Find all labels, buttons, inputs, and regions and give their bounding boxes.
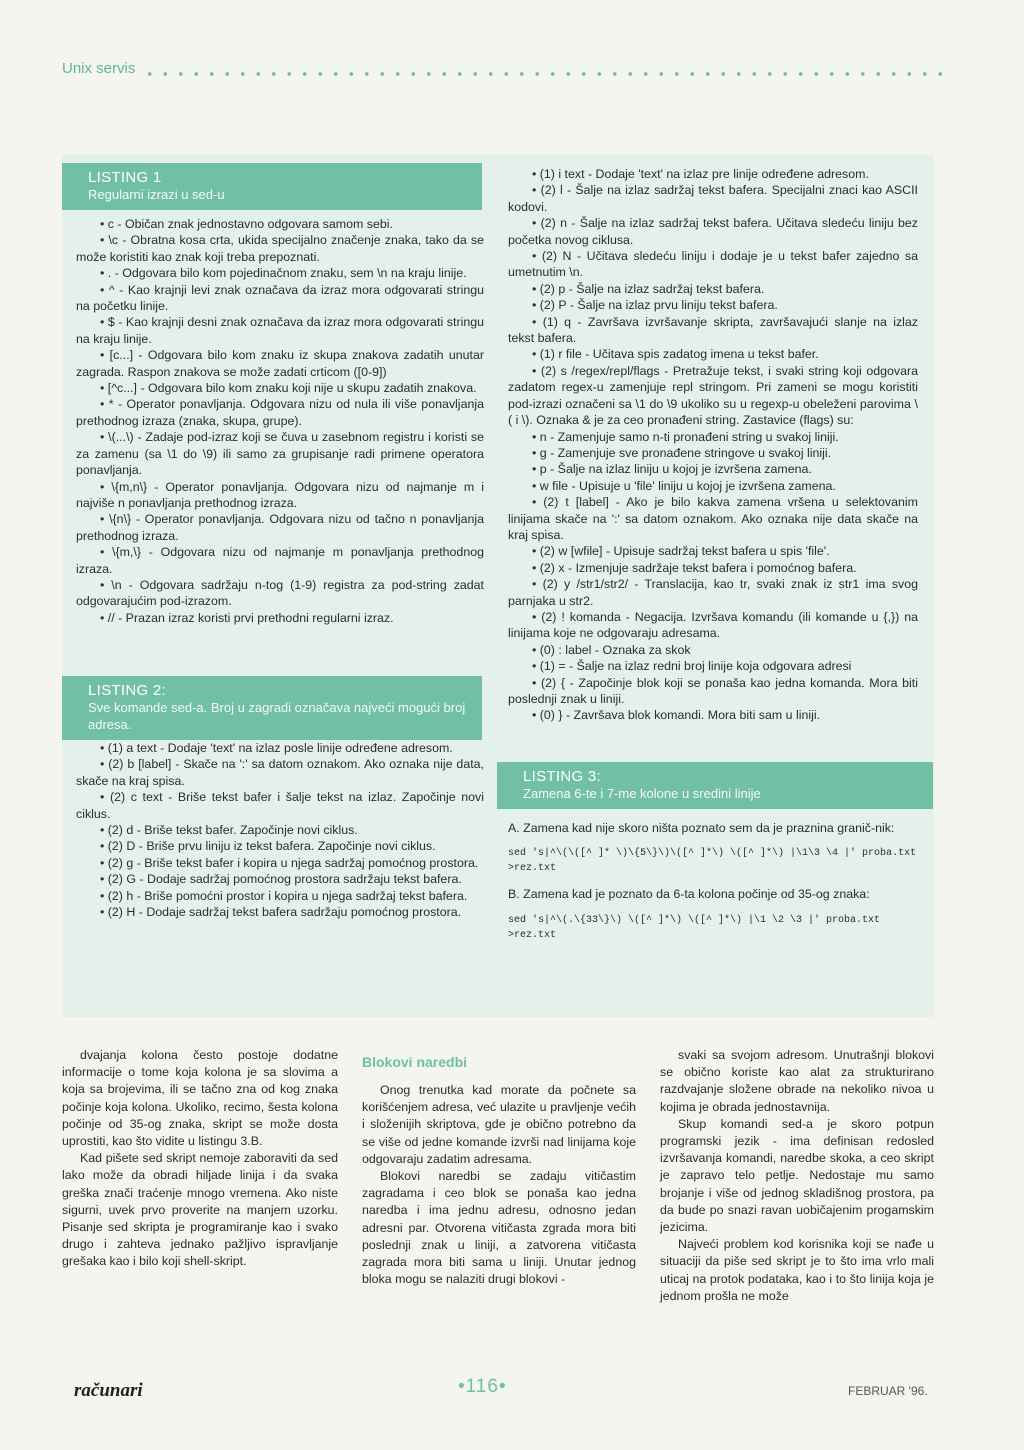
paragraph: svaki sa svojom adresom. Unutrašnji blokovi se obično koriste kao alat za strukturirano razdvajanje složene obrade na nekoliko nivoa u kojima je obrada jednostavnija. [660,1048,934,1114]
list-item: • (2) H - Dodaje sadržaj tekst bafera sadržaju pomoćnog prostora. [100,905,462,920]
paragraph: Onog trenutka kad morate da počnete sa korišćenjem adresa, već ulazite u pravljenje većih i složenijih skriptova, gde je obično potrebno da se više od jedne komande izvrši nad linijama koje odgovaraju zadatim adresama. [362,1083,636,1166]
list-item: • (2) n - Šalje na izlaz sadržaj tekst bafera. Učitava sledeću liniju bez početka novog ciklusa. [508,216,918,247]
list-item: • ^ - Kao krajnji levi znak označava da izraz mora odgovarati stringu na početku linije. [76,282,484,314]
section-title: Unix servis [62,60,136,77]
list-item: • (2) g - Briše tekst bafer i kopira u njega sadržaj pomoćnog prostora. [100,855,479,870]
section-heading: Blokovi naredbi [362,1054,468,1070]
list-item: • $ - Kao krajnji desni znak označava da izraz mora odgovarati stringu na kraju linije. [76,315,484,346]
list-item: • * - Operator ponavljanja. Odgovara nizu od nula ili više ponavljanja prethodnog izraza (znaka, skupa, grupe). [76,397,484,428]
article-column-2 [362,1082,636,1288]
list-item: • (1) i text - Dodaje 'text' na izlaz pre linije određene adresom. [532,167,869,181]
listing3-b-code: sed 's|^\(.\{33\}\) \([^ ]*\) \([^ ]*\) |\1 \2 \3 |' proba.txt >rez.txt [508,914,881,941]
list-item: • (0) } - Završava blok komandi. Mora biti sam u liniji. [532,708,821,723]
listing3-body [508,820,918,943]
list-item: • (2) s /regex/repl/flags - Pretražuje tekst, i svaki string koji odgovara zadatom regex-u zamenjuje repl stringom. Pri zameni se mogu koristiti pod-izrazi označeni sa \1 do \9 ukoliko su u regexp-u obeleženi parovima \( i \). Oznaka & je za ceo pronađeni string. Zastavice (flags) su: [508,363,918,428]
list-item: • w file - Upisuje u 'file' liniju u kojoj je izvršena zamena. [532,478,836,493]
list-item: • . - Odgovara bilo kom pojedinačnom znaku, sem \n na kraju linije. [100,266,467,281]
list-item: • (2) t [label] - Ako je bilo kakva zamena vršena u selektovanim linijama skače na ':' sa datom oznakom. Ako oznaka nije data skače na kraj spisa. [508,495,918,542]
issue-date: FEBRUAR '96. [848,1384,928,1398]
listing1-title: LISTING 1 [88,169,162,186]
list-item: • (2) y /str1/str2/ - Translacija, kao tr, svaki znak iz str1 ima svog parnjaka u str2. [508,577,918,608]
list-item: • (2) N - Učitava sledeću liniju i dodaje je u tekst bafer zajedno sa umetnutim \n. [508,249,918,280]
list-item: • // - Prazan izraz koristi prvi prethodni regularni izraz. [100,610,394,625]
list-item: • (2) G - Dodaje sadržaj pomoćnog prostora sadržaju tekst bafera. [100,872,462,887]
list-item: • (2) P - Šalje na izlaz prvu liniju tekst bafera. [532,298,778,313]
listing3-b-text: B. Zamena kad je poznato da 6-ta kolona počinje od 35-og znaka: [508,887,870,902]
list-item: • (2) c text - Briše tekst bafer i šalje tekst na izlaz. Započinje novi ciklus. [76,790,484,821]
list-item: • n - Zamenjuje samo n-ti pronađeni string u svakoj liniji. [532,429,839,444]
list-item: • (1) r file - Učitava spis zadatog imena u tekst bafer. [532,347,819,362]
list-item: • (2) { - Započinje blok koji se ponaša kao jedna komanda. Mora biti poslednji znak u liniji. [508,675,918,706]
list-item: • (2) h - Briše pomoćni prostor i kopira u njega sadržaj tekst bafera. [100,888,468,903]
listing2-header [62,676,482,740]
list-item: • (0) : label - Oznaka za skok [532,642,691,657]
list-item: • (2) d - Briše tekst bafer. Započinje novi ciklus. [100,823,358,838]
listing1-subtitle: Regularni izrazi u sed-u [88,187,225,202]
list-item: • \(...\) - Zadaje pod-izraz koji se čuva u zasebnom registru i koristi se za zamenu (sa \1 do \9) ili samo za grupisanje radi primene operatora ponavljanja. [76,430,484,478]
paragraph: dvajanja kolona često postoje dodatne informacije o tome koja kolona je sa slovima a koja sa brojevima, ili se tačno zna od kog znaka počinje koja kolona. Ukoliko, recimo, šesta kolona počinje od 35-og znaka, skript se može dosta uprostiti, kao što vidite u listingu 3.B. [62,1048,338,1149]
paragraph: Blokovi naredbi se zadaju vitičastim zagradama i ceo blok se ponaša kao jedna naredba i ima jednu adresu, odnosno jedan adresni par. Otvorena vitičasta zgrada mora biti poslednji znak u liniji, a zatvorena vitičasta zagrada mora biti sama u liniji. Unutar jednog bloka mogu se nalaziti drugi blokovi - [362,1169,636,1287]
list-item: • (2) x - Izmenjuje sadržaje tekst bafera i pomoćnog bafera. [532,560,857,575]
list-item: • (2) w [wfile] - Upisuje sadržaj tekst bafera u spis 'file'. [532,544,830,559]
article-column-1 [62,1047,338,1271]
list-item: • p - Šalje na izlaz liniju u kojoj je izvršena zamena. [532,462,812,477]
list-item: • (2) p - Šalje na izlaz sadržaj tekst bafera. [532,281,765,296]
header-dotted-rule [142,72,942,76]
paragraph: Kad pišete sed skript nemoje zaboraviti da sed lako može da obradi hiljade linija i da svaka greška znači traćenje mnogo vremena. Ako niste sigurni, uvek prvo proverite na manjem uzorku. Pisanje sed skripta je programiranje kao i svako drugo i zahteva jednako pažljivo ispravljanje grešaka kao i bilo koji shell-skript. [62,1151,338,1269]
list-item: • (2) b [label] - Skače na ':' sa datom oznakom. Ako oznaka nije data, skače na kraj spisa. [76,757,484,788]
list-item: • [c...] - Odgovara bilo kom znaku iz skupa znakova zadatih unutar zagrada. Raspon znakova se može zadati crticom ([0-9]) [76,348,484,379]
listing1-header [62,163,482,210]
listing2-subtitle: Sve komande sed-a. Broj u zagradi označava najveći mogući broj adresa. [88,700,466,732]
listing3-header [497,762,933,809]
paragraph: Skup komandi sed-a je skoro potpun programski jezik - ima definisan redosled izvršavanja komandi, naredbe skoka, a ceo skript je zapravo telo petlje. Nedostaje mu samo brojanje i više od jednog skladišnog prostora, pa da bude po snazi ravan uobičajenim progamskim jezicima. [660,1116,934,1235]
listing2-title: LISTING 2: [88,682,167,699]
listing3-title: LISTING 3: [523,768,602,785]
list-item: • \{n\} - Operator ponavljanja. Odgovara nizu od tačno n ponavljanja prethodnog izraza. [76,512,484,543]
listing3-a-text: A. Zamena kad nije skoro ništa poznato sem da je praznina granič-nik: [508,821,895,835]
listing2-items-left [76,740,484,920]
list-item: • (2) l - Šalje na izlaz sadržaj tekst bafera. Specijalni znaci kao ASCII kodovi. [508,183,918,214]
list-item: • (2) ! komanda - Negacija. Izvršava komandu (ili komande u {,}) na linijama koje ne odgovaraju adresama. [508,609,918,641]
list-item: • \{m,n\} - Operator ponavljanja. Odgovara nizu od najmanje m i najviše n ponavljanja prethodnog izraza. [76,479,484,510]
list-item: • \n - Odgovara sadržaju n-tog (1-9) registra za pod-string zadat odgovarajućim pod-izrazom. [76,577,484,609]
page-number: •116• [458,1376,507,1397]
paragraph: Najveći problem kod korisnika koji se nađe u situaciji da piše sed skript je to što ima vrlo mali uticaj na protok podataka, kao i to što linija koja je jednom prošla ne može [660,1237,934,1303]
listing3-subtitle: Zamena 6-te i 7-me kolone u sredini linije [523,786,761,801]
list-item: • \{m,\} - Odgovara nizu od najmanje m ponavljanja prethodnog izraza. [76,545,484,576]
list-item: • c - Običan znak jednostavno odgovara samom sebi. [100,217,393,231]
list-item: • (1) = - Šalje na izlaz redni broj linije koja odgovara adresi [532,659,852,674]
listing2-items-right [508,166,918,724]
list-item: • (1) q - Završava izvršavanje skripta, završavajući slanje na izlaz tekst bafera. [508,314,918,346]
list-item: • \c - Obratna kosa crta, ukida specijalno značenje znaka, tako da se može koristiti kao znak koji treba prepoznati. [76,233,484,264]
list-item: • (1) a text - Dodaje 'text' na izlaz posle linije određene adresom. [100,741,453,755]
article-column-3 [660,1047,934,1305]
listing1-items [76,216,484,626]
list-item: • [^c...] - Odgovara bilo kom znaku koji nije u skupu zadatih znakova. [100,381,477,396]
listing3-a-code: sed 's|^\(\([^ ]* \)\{5\}\)\([^ ]*\) \([^ ]*\) |\1\3 \4 |' proba.txt >rez.txt [508,848,917,875]
magazine-logo: računari [74,1380,143,1401]
list-item: • (2) D - Briše prvu liniju iz tekst bafera. Započinje novi ciklus. [100,839,436,854]
list-item: • g - Zamenjuje sve pronađene stringove u svakoj liniji. [532,445,832,460]
